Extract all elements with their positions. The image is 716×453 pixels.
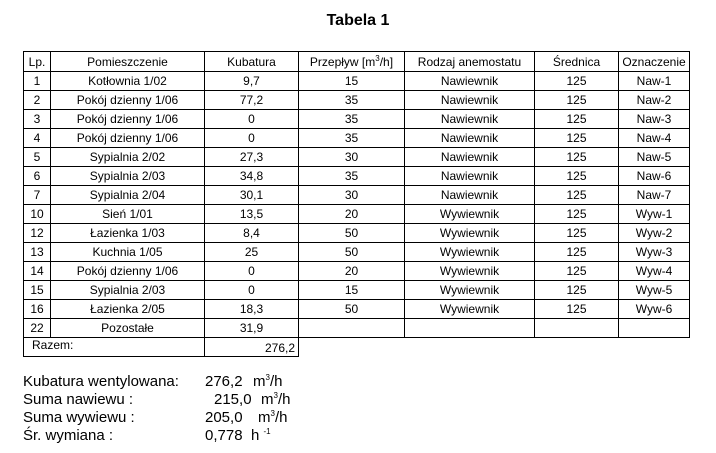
table-row [24, 148, 690, 167]
summary-wymiana-unit: h $^{-1}$ [251, 427, 271, 444]
cell-kubatura: 30,1 [205, 186, 299, 205]
cell-diameter: 125 [535, 167, 619, 186]
cell-lp: 5 [24, 148, 51, 167]
cell-flow: 35 [299, 129, 405, 148]
cell-kubatura: 13,5 [205, 205, 299, 224]
cell-type: Nawiewnik [405, 129, 535, 148]
cell-flow: 50 [299, 243, 405, 262]
header-lp: Lp. [24, 52, 51, 72]
cell-flow: 50 [299, 300, 405, 319]
cell-diameter: 125 [535, 91, 619, 110]
cell-kubatura: 0 [205, 262, 299, 281]
cell-type: Nawiewnik [405, 72, 535, 91]
cell-diameter: 125 [535, 186, 619, 205]
table-body [24, 72, 690, 357]
cell-lp: 2 [24, 91, 51, 110]
cell-type: Wywiewnik [405, 224, 535, 243]
cell-type: Wywiewnik [405, 262, 535, 281]
cell-lp: 14 [24, 262, 51, 281]
cell-type: Wywiewnik [405, 205, 535, 224]
cell-diameter: 125 [535, 281, 619, 300]
ventilation-table [23, 51, 690, 357]
header-przeplyw: Przepływ $[m^3/h]$ [299, 52, 405, 72]
razem-label: Razem: [24, 338, 205, 357]
table-row [24, 300, 690, 319]
cell-type: Nawiewnik [405, 91, 535, 110]
cell-room: Sypialnia 2/02 [51, 148, 205, 167]
table-header-row [24, 52, 690, 72]
summary-nawiew-unit: $m^3/h$ [261, 391, 291, 408]
cell-flow: 35 [299, 110, 405, 129]
summary-wymiana-label: Śr. wymiana : [23, 427, 114, 444]
cell-mark: Naw-7 [619, 186, 690, 205]
cell-flow: 50 [299, 224, 405, 243]
summary-wymiana-value: 0,778 [205, 427, 243, 444]
cell-room: Sień 1/01 [51, 205, 205, 224]
summary-nawiew-label: Suma nawiewu : [23, 391, 134, 408]
cell-diameter: 125 [535, 224, 619, 243]
cell-type: Wywiewnik [405, 300, 535, 319]
razem-value: 276,2 [205, 338, 299, 357]
cell-room: Łazienka 2/05 [51, 300, 205, 319]
cell-room: Kuchnia 1/05 [51, 243, 205, 262]
cell-flow: 15 [299, 281, 405, 300]
cell-mark: Wyw-3 [619, 243, 690, 262]
cell-kubatura: 0 [205, 129, 299, 148]
cell-lp: 16 [24, 300, 51, 319]
cell-mark [619, 319, 690, 338]
cell-lp: 7 [24, 186, 51, 205]
cell-diameter: 125 [535, 110, 619, 129]
cell-type: Nawiewnik [405, 110, 535, 129]
cell-room: Pokój dzienny 1/06 [51, 262, 205, 281]
cell-diameter: 125 [535, 129, 619, 148]
table-row [24, 72, 690, 91]
table-row [24, 91, 690, 110]
cell-kubatura: 31,9 [205, 319, 299, 338]
cell-lp: 13 [24, 243, 51, 262]
cell-mark: Wyw-4 [619, 262, 690, 281]
cell-mark: Wyw-1 [619, 205, 690, 224]
cell-diameter: 125 [535, 262, 619, 281]
cell-flow: 30 [299, 148, 405, 167]
cell-mark: Naw-4 [619, 129, 690, 148]
summary-wywiew-unit: $m^3/h$ [258, 409, 288, 426]
table-title: Tabela 1 [326, 12, 390, 29]
cell-kubatura: 77,2 [205, 91, 299, 110]
cell-mark: Naw-3 [619, 110, 690, 129]
table-row [24, 186, 690, 205]
cell-mark: Naw-5 [619, 148, 690, 167]
cell-diameter [535, 319, 619, 338]
header-oznaczenie: Oznaczenie [619, 52, 690, 72]
cell-type: Nawiewnik [405, 186, 535, 205]
cell-flow: 15 [299, 72, 405, 91]
cell-diameter: 125 [535, 72, 619, 91]
cell-lp: 15 [24, 281, 51, 300]
cell-kubatura: 18,3 [205, 300, 299, 319]
cell-diameter: 125 [535, 205, 619, 224]
cell-room: Sypialnia 2/04 [51, 186, 205, 205]
cell-kubatura: 34,8 [205, 167, 299, 186]
cell-flow: 20 [299, 262, 405, 281]
summary-kubatura-value: 276,2 [205, 373, 243, 390]
cell-lp: 4 [24, 129, 51, 148]
table-row [24, 224, 690, 243]
cell-flow: 30 [299, 186, 405, 205]
table-row [24, 205, 690, 224]
cell-room: Pokój dzienny 1/06 [51, 110, 205, 129]
cell-room: Łazienka 1/03 [51, 224, 205, 243]
cell-lp: 3 [24, 110, 51, 129]
table-row [24, 167, 690, 186]
cell-kubatura: 25 [205, 243, 299, 262]
summary-wywiew-label: Suma wywiewu : [23, 409, 135, 426]
cell-room: Pozostałe [51, 319, 205, 338]
cell-room: Sypialnia 2/03 [51, 281, 205, 300]
cell-lp: 1 [24, 72, 51, 91]
summary-kubatura-unit: $m^3/h$ [253, 373, 283, 390]
cell-flow: 35 [299, 167, 405, 186]
cell-mark: Naw-2 [619, 91, 690, 110]
cell-diameter: 125 [535, 243, 619, 262]
cell-type: Nawiewnik [405, 148, 535, 167]
razem-row [24, 338, 690, 357]
cell-kubatura: 0 [205, 110, 299, 129]
table-row [24, 262, 690, 281]
table-row [24, 281, 690, 300]
table-row [24, 319, 690, 338]
cell-room: Sypialnia 2/03 [51, 167, 205, 186]
cell-room: Kotłownia 1/02 [51, 72, 205, 91]
cell-mark: Wyw-5 [619, 281, 690, 300]
cell-kubatura: 0 [205, 281, 299, 300]
cell-type: Wywiewnik [405, 281, 535, 300]
cell-kubatura: 27,3 [205, 148, 299, 167]
cell-type [405, 319, 535, 338]
cell-mark: Wyw-6 [619, 300, 690, 319]
cell-flow [299, 319, 405, 338]
header-srednica: Średnica [535, 52, 619, 72]
cell-kubatura: 8,4 [205, 224, 299, 243]
cell-lp: 12 [24, 224, 51, 243]
cell-kubatura: 9,7 [205, 72, 299, 91]
cell-mark: Naw-6 [619, 167, 690, 186]
cell-flow: 20 [299, 205, 405, 224]
cell-diameter: 125 [535, 148, 619, 167]
header-pomieszczenie: Pomieszczenie [51, 52, 205, 72]
cell-lp: 22 [24, 319, 51, 338]
cell-room: Pokój dzienny 1/06 [51, 129, 205, 148]
cell-lp: 6 [24, 167, 51, 186]
header-kubatura: Kubatura [205, 52, 299, 72]
cell-lp: 10 [24, 205, 51, 224]
table-row [24, 110, 690, 129]
cell-mark: Naw-1 [619, 72, 690, 91]
summary-kubatura-label: Kubatura wentylowana: [23, 373, 179, 390]
summary-wywiew-value: 205,0 [205, 409, 243, 426]
cell-diameter: 125 [535, 300, 619, 319]
cell-type: Wywiewnik [405, 243, 535, 262]
cell-type: Nawiewnik [405, 167, 535, 186]
summary-nawiew-value: 215,0 [214, 391, 252, 408]
cell-room: Pokój dzienny 1/06 [51, 91, 205, 110]
cell-mark: Wyw-2 [619, 224, 690, 243]
table-row [24, 243, 690, 262]
table-row [24, 129, 690, 148]
cell-flow: 35 [299, 91, 405, 110]
header-rodzaj: Rodzaj anemostatu [405, 52, 535, 72]
